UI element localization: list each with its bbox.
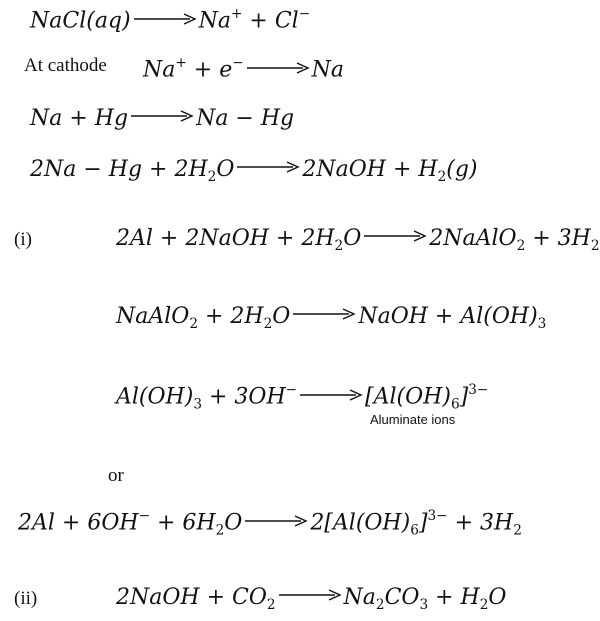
reaction-arrow-icon <box>300 389 362 401</box>
equation-nacl-dissociation: NaCl(aq) Na+ + Cl− <box>30 6 311 34</box>
equation-amalgam-water: $2Na - Hg + 2H_2O$ 2NaOH + $H_2(g)$ <box>30 157 478 185</box>
reaction-arrow-icon <box>134 13 196 25</box>
equation-naalo2-hydrolysis: NaAlO$_2$ + $2H_2O$ NaOH + $Al(OH)_3$ <box>116 304 547 332</box>
reaction-arrow-icon <box>247 62 309 74</box>
reaction-arrow-icon <box>364 230 426 242</box>
equation-cathode: Na+ + e− Na <box>143 55 345 83</box>
equation-amalgam: Na + Hg Na − Hg <box>30 106 295 131</box>
equation-al-naoh: 2Al + 2NaOH + $2H_2O$ 2NaAlO$_2$ + $3H_2$ <box>116 226 600 254</box>
reaction-arrow-icon <box>293 308 355 320</box>
or-label: or <box>108 465 124 486</box>
reaction-arrow-icon <box>237 161 299 173</box>
reaction-arrow-icon <box>279 589 341 601</box>
at-cathode-label: At cathode <box>24 55 107 76</box>
label-i: (i) <box>14 229 32 250</box>
equation-al-hydroxide-combined: $2Al + 6OH^- + 6H_2O$ $2[Al(OH)_6]^{3-} + 3H_2$ <box>18 508 522 539</box>
reaction-arrow-icon <box>131 110 193 122</box>
reaction-arrow-icon <box>245 515 307 527</box>
equation-naoh-co2: 2NaOH + $CO_2$ $Na_2CO_3 + H_2O$ <box>116 585 507 613</box>
equation-aluminate: $Al(OH)_3 + 3OH^-$ $[Al(OH)_6]^{3-}$ <box>116 382 489 413</box>
label-ii: (ii) <box>14 588 38 609</box>
aluminate-ions-note: Aluminate ions <box>370 412 456 427</box>
